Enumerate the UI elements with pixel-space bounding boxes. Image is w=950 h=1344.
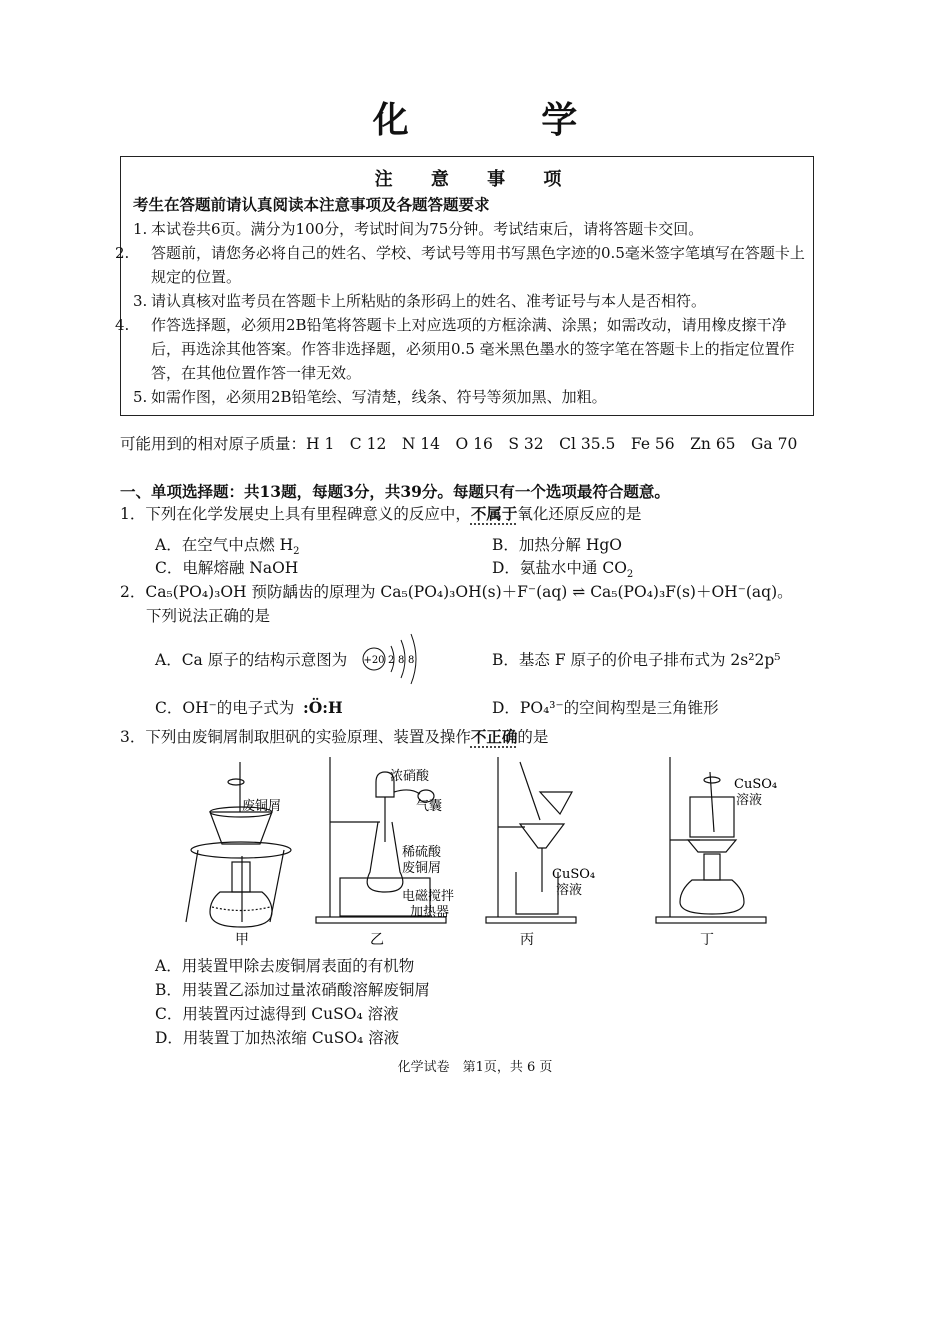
- label-cuso4-b: CuSO₄: [734, 777, 778, 792]
- q1-option-b: B．加热分解 HgO: [492, 536, 622, 554]
- q1-option-a: A．在空气中点燃 $H_2$: [155, 536, 300, 558]
- label-stirrer-2: 加热器: [410, 905, 450, 920]
- q1-emphasis: 不属于: [470, 504, 518, 523]
- label-waste-copper-2: 废铜屑: [402, 861, 442, 876]
- label-balloon: 气囊: [416, 799, 443, 814]
- question-2-line2: 下列说法正确的是: [146, 607, 271, 625]
- q1-option-d: D．氨盐水中通 $CO_2$: [492, 559, 634, 581]
- notice-item-3: [133, 289, 809, 313]
- label-dilute-sulfuric: 稀硫酸: [402, 845, 442, 860]
- notice-item-number: 5.: [133, 388, 148, 406]
- label-bing: 丙: [520, 932, 534, 948]
- q3-stem-post: 的是: [517, 728, 549, 746]
- q3-option-c: C．用装置丙过滤得到 CuSO₄ 溶液: [155, 1005, 399, 1023]
- notice-item-text: 作答选择题，必须用2B铅笔将答题卡上对应选项的方框涂满、涂黑；如需改动，请用橡皮擦干净后，再选涂其他答案。作答非选择题，必须用0.5 毫米黑色墨水的签字笔在答题卡上的指定位置作答，在其他位置作答一律无效。: [151, 316, 795, 382]
- label-stirrer-1: 电磁搅拌: [402, 889, 455, 904]
- notice-item-number: 1.: [133, 220, 148, 238]
- q1-stem-pre: 1．下列在化学发展史上具有里程碑意义的反应中，: [120, 505, 471, 523]
- q3-option-a: A．用装置甲除去废铜屑表面的有机物: [155, 957, 415, 975]
- q2-option-b: B．基态 F 原子的价电子排布式为 2s²2p⁵: [492, 651, 781, 669]
- notice-item-text: 答题前，请您务必将自己的姓名、学校、考试号等用书写黑色字迹的0.5毫米签字笔填写在答题卡上规定的位置。: [151, 244, 805, 286]
- section-heading: 一、单项选择题：共13题，每题3分，共39分。每题只有一个选项最符合题意。: [120, 482, 670, 501]
- notice-heading: 注 意 事 项: [374, 169, 578, 190]
- q1-option-c: C．电解熔融 NaOH: [155, 559, 299, 577]
- q2-option-a: A．Ca 原子的结构示意图为: [155, 651, 348, 669]
- q2-option-c: C．OH⁻的电子式为: [155, 699, 295, 717]
- page-footer: 化学试卷 第1页，共 6 页: [397, 1060, 553, 1075]
- q1-stem-post: 氧化还原反应的是: [517, 505, 642, 523]
- label-ding: 丁: [700, 932, 714, 948]
- apparatus-bing: [486, 757, 576, 923]
- shell-electrons-1: 2: [388, 655, 395, 666]
- label-cuso4-a: CuSO₄: [552, 867, 596, 882]
- label-solution-a: 溶液: [556, 883, 583, 898]
- notice-item-text: 如需作图，必须用2B铅笔绘、写清楚，线条、符号等须加黑、加粗。: [151, 388, 607, 406]
- notice-item-number: 2.: [115, 244, 130, 262]
- q3-option-d: D．用装置丁加热浓缩 CuSO₄ 溶液: [155, 1029, 400, 1047]
- question-1: [120, 502, 641, 526]
- notice-item-number: 4.: [115, 316, 130, 334]
- apparatus-figure: [180, 752, 780, 952]
- q1-option-d-text: D．氨盐水中通 CO: [492, 559, 627, 577]
- notice-item-2: [115, 241, 809, 289]
- nucleus-charge: +20: [363, 655, 385, 666]
- notice-item-text: 本试卷共6页。满分为100分，考试时间为75分钟。考试结束后，请将答题卡交回。: [151, 220, 704, 238]
- question-3: [120, 725, 548, 749]
- label-solution-b: 溶液: [736, 793, 763, 808]
- notice-item-5: [133, 385, 809, 409]
- notice-item-number: 3.: [133, 292, 148, 310]
- q2-option-d: D．PO₄³⁻的空间构型是三角锥形: [492, 699, 719, 717]
- atomic-masses: 可能用到的相对原子质量：H 1 C 12 N 14 O 16 S 32 Cl 35.5 Fe 56 Zn 65 Ga 70: [120, 435, 798, 453]
- label-yi: 乙: [370, 932, 384, 948]
- notice-item-text: 请认真核对监考员在答题卡上所粘贴的条形码上的姓名、准考证号与本人是否相符。: [151, 292, 707, 310]
- apparatus-jia: [186, 762, 291, 927]
- q1-option-a-text: A．在空气中点燃 H: [155, 536, 294, 554]
- oh-electron-formula: :Ö:H: [303, 698, 343, 717]
- label-conc-nitric: 浓硝酸: [390, 769, 430, 784]
- ca-atom-structure-diagram: [360, 628, 430, 690]
- shell-electrons-3: 8: [408, 655, 415, 666]
- page-title: 化 学: [372, 99, 638, 141]
- q3-option-b: B．用装置乙添加过量浓硝酸溶解废铜屑: [155, 981, 430, 999]
- q3-emphasis: 不正确: [470, 727, 518, 746]
- q3-stem-pre: 3．下列由废铜屑制取胆矾的实验原理、装置及操作: [120, 728, 471, 746]
- notice-item-4: [115, 313, 809, 385]
- notice-box: [115, 156, 814, 416]
- notice-item-1: [133, 217, 809, 241]
- notice-subheading: 考生在答题前请认真阅读本注意事项及各题答题要求: [133, 195, 490, 214]
- shell-electrons-2: 8: [398, 655, 405, 666]
- question-2-line1: 2．Ca₅(PO₄)₃OH 预防龋齿的原理为 Ca₅(PO₄)₃OH(s)＋F⁻(aq) ⇌ Ca₅(PO₄)₃F(s)＋OH⁻(aq)。: [120, 583, 793, 601]
- label-jia: 甲: [235, 932, 249, 948]
- label-waste-copper: 废铜屑: [242, 799, 282, 814]
